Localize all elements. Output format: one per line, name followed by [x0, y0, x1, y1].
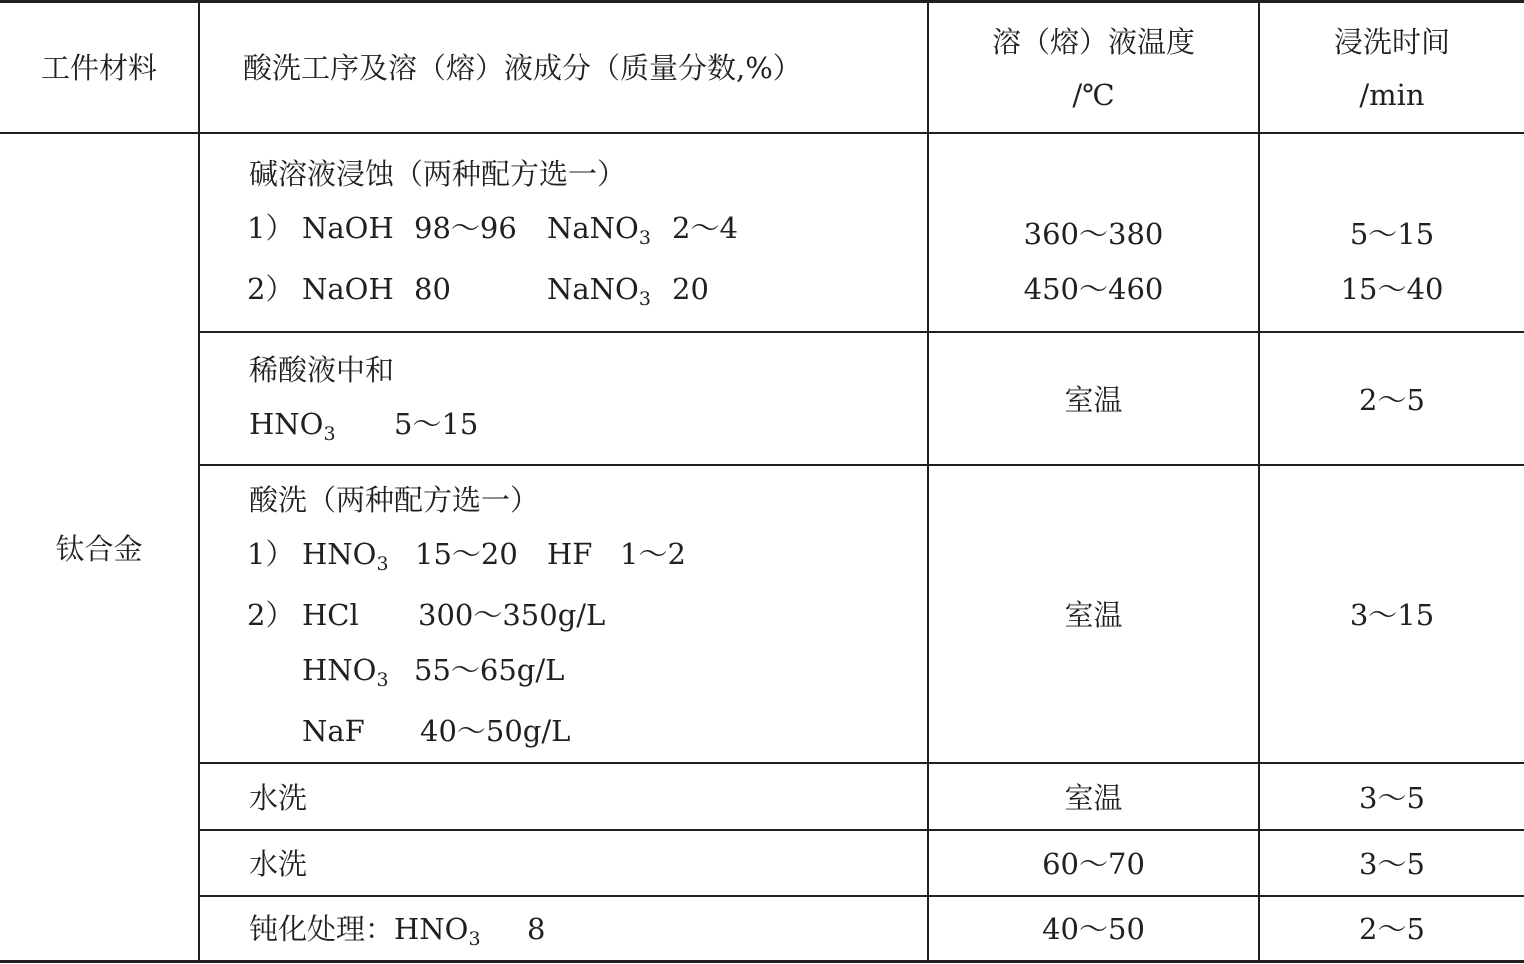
- time-cell: 2～5: [1359, 912, 1425, 946]
- time-cell: 15～40: [1340, 272, 1444, 306]
- process-title: 酸洗（两种配方选一）: [249, 483, 540, 517]
- temp-cell: 室温: [1064, 781, 1123, 815]
- temp-cell: 40～50: [1042, 912, 1145, 946]
- header-temp-line1: 溶（熔）液温度: [991, 25, 1195, 59]
- process-title: 水洗: [249, 781, 308, 815]
- row-divider: [198, 331, 1524, 333]
- temp-cell: 450～460: [1023, 272, 1164, 306]
- column-divider: [198, 0, 200, 963]
- header-material: 工件材料: [40, 51, 157, 85]
- chemical-value: 2～4: [672, 211, 738, 245]
- row-divider: [198, 464, 1524, 466]
- chemical-value: 15～20: [415, 537, 518, 571]
- time-cell: 2～5: [1359, 383, 1425, 417]
- chemical-value: 300～350g/L: [418, 598, 606, 632]
- row-divider: [198, 829, 1524, 831]
- chemical-value: 1～2: [620, 537, 686, 571]
- bottom-rule: [0, 960, 1524, 963]
- chemical-value: 5～15: [394, 407, 479, 441]
- chemical-value: 8: [527, 912, 546, 946]
- formula-number: 2）: [247, 272, 295, 306]
- chemical-name: NaOH: [302, 272, 394, 306]
- process-title: 钝化处理：$HNO_3$: [249, 912, 481, 950]
- chemical-value: 80: [414, 272, 451, 306]
- time-cell: 3～5: [1359, 781, 1425, 815]
- header-time-line1: 浸洗时间: [1333, 25, 1450, 59]
- process-title: 碱溶液浸蚀（两种配方选一）: [249, 157, 627, 191]
- chemical-name: $HNO_3$: [302, 537, 389, 575]
- chemical-name: $HNO_3$: [249, 407, 336, 445]
- temp-cell: 60～70: [1042, 847, 1145, 881]
- time-cell: 3～15: [1349, 598, 1435, 632]
- row-divider: [198, 895, 1524, 897]
- chemical-value: 20: [672, 272, 709, 306]
- row-divider: [198, 762, 1524, 764]
- chemical-value: 40～50g/L: [420, 714, 571, 748]
- formula-number: 1）: [247, 211, 295, 245]
- chemical-name: NaOH: [302, 211, 394, 245]
- chemical-name: NaNO$_3$: [547, 272, 651, 310]
- top-rule: [0, 0, 1524, 3]
- temp-cell: 360～380: [1023, 217, 1164, 251]
- process-title: 稀酸液中和: [249, 353, 395, 387]
- header-temp-line2: /℃: [1072, 78, 1115, 112]
- chemical-value: 55～65g/L: [414, 653, 565, 687]
- material-cell: 钛合金: [55, 532, 143, 566]
- header-process: 酸洗工序及溶（熔）液成分（质量分数,%）: [243, 51, 802, 85]
- header-time-line2: /min: [1359, 78, 1425, 112]
- chemical-name: NaF: [302, 714, 365, 748]
- time-cell: 5～15: [1349, 217, 1435, 251]
- chemical-value: 98～96: [414, 211, 517, 245]
- formula-number: 2）: [247, 598, 295, 632]
- temp-cell: 室温: [1064, 598, 1123, 632]
- process-title: 水洗: [249, 847, 308, 881]
- header-bottom-rule: [0, 132, 1524, 134]
- column-divider: [1258, 0, 1260, 963]
- chemical-name: NaNO$_3$: [547, 211, 651, 249]
- time-cell: 3～5: [1359, 847, 1425, 881]
- column-divider: [927, 0, 929, 963]
- chemical-name: $HNO_3$: [302, 653, 389, 691]
- formula-number: 1）: [247, 537, 295, 571]
- chemical-name: HCl: [302, 598, 359, 632]
- temp-cell: 室温: [1064, 383, 1123, 417]
- chemical-name: HF: [547, 537, 593, 571]
